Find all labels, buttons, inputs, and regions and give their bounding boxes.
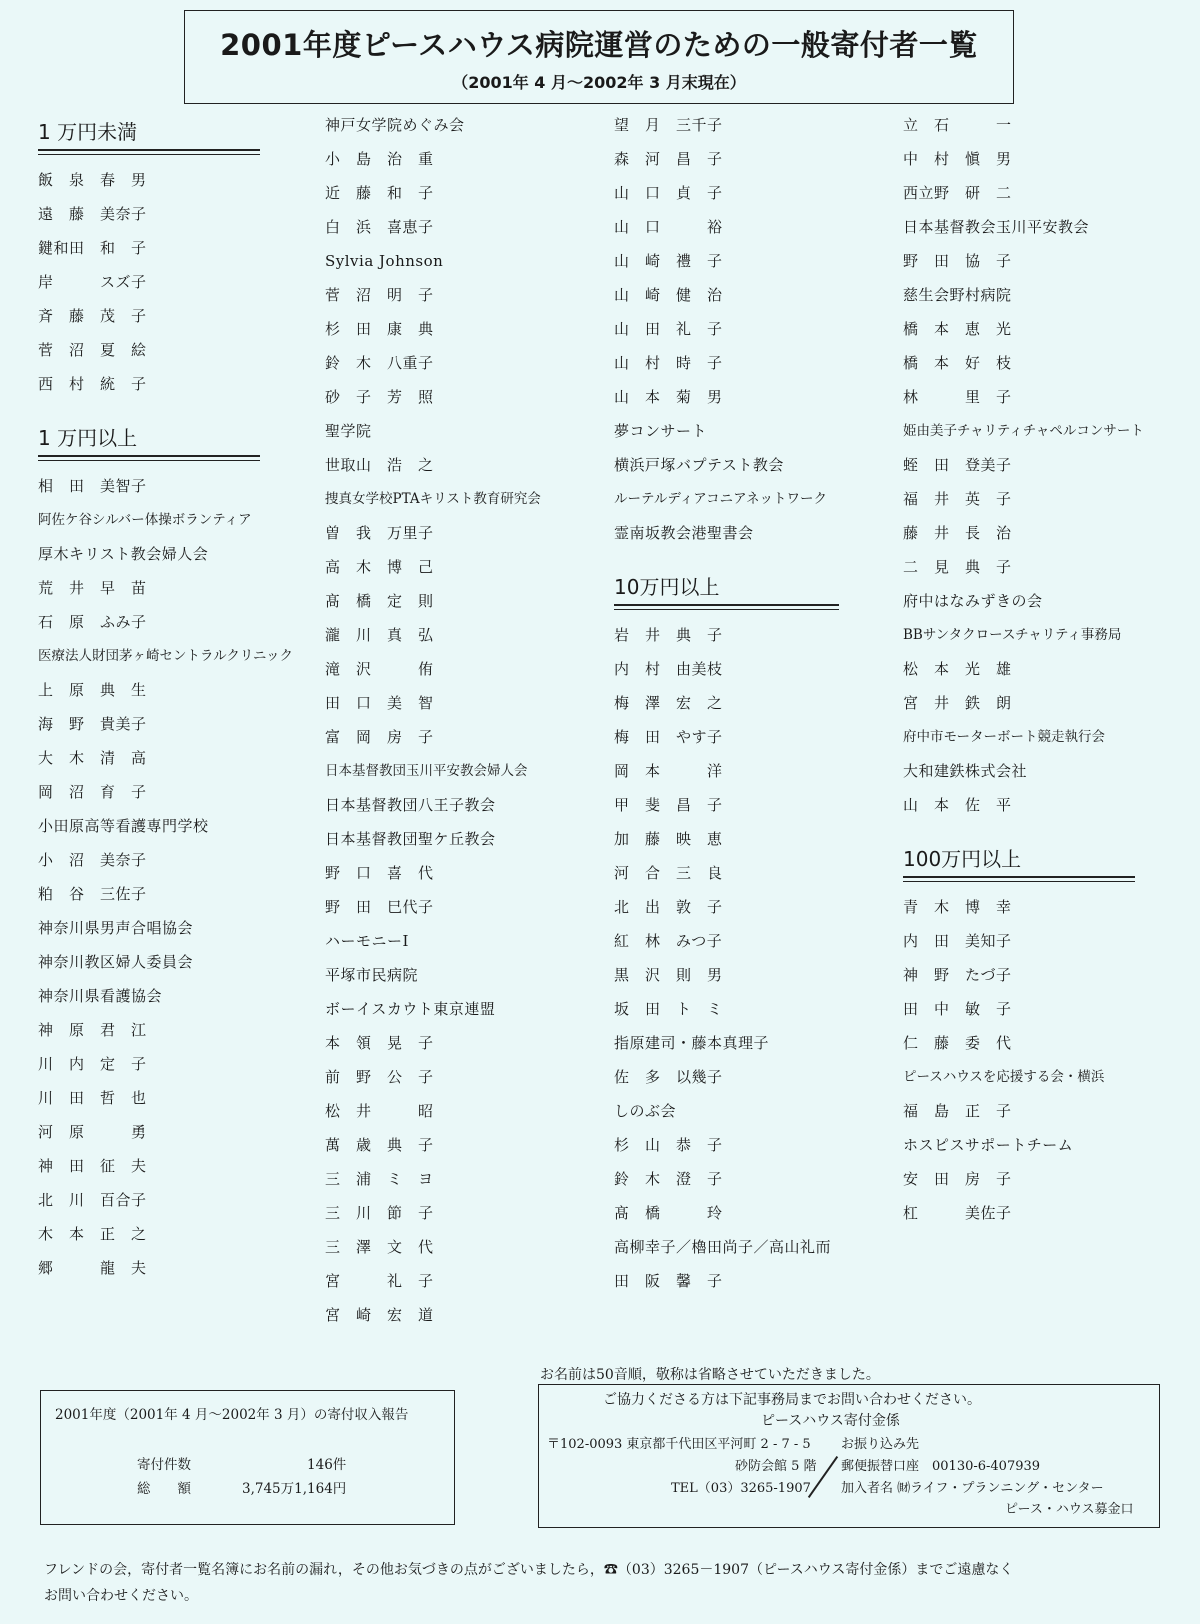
donor-entry: 橋 本 恵 光 [903,320,1012,338]
section-title: 100万円以上 [903,847,1022,871]
donor-entry: 河 合 三 良 [614,864,723,882]
donor-entry: 砂 子 芳 照 [325,388,434,406]
donor-entry: 鍵和田 和 子 [38,239,147,257]
donor-entry: 木 本 正 之 [38,1225,147,1243]
donor-entry: 阿佐ケ谷シルバー体操ボランティア [38,512,252,528]
donor-entry: 前 野 公 子 [325,1068,434,1086]
footer-note [44,1557,1164,1609]
donor-entry: 安 田 房 子 [903,1170,1012,1188]
donor-entry: 西 村 統 子 [38,375,147,393]
donor-entry: 岩 井 典 子 [614,626,723,644]
page-subtitle: （2001年 4 月～2002年 3 月末現在） [452,73,746,92]
contact-tel: TEL（03）3265-1907 [671,1481,811,1496]
donor-entry: 紅 林 みつ子 [614,932,723,950]
donor-entry: 山 崎 健 治 [614,286,723,304]
donor-entry: 髙 橋 定 則 [325,592,434,610]
donor-entry: 山 村 時 子 [614,354,723,372]
donor-entry: 姫由美子チャリティチャペルコンサート [903,423,1144,439]
donor-entry: 郷 龍 夫 [38,1259,147,1277]
section-gap [614,550,839,570]
donor-entry: 林 里 子 [903,388,1012,406]
donor-entry: 中 村 愼 男 [903,150,1012,168]
donor-entry: 荒 井 早 苗 [38,579,147,597]
donor-entry: 川 内 定 子 [38,1055,147,1073]
report-heading: 2001年度（2001年 4 月～2002年 3 月）の寄付収入報告 [55,1407,409,1423]
donor-entry: 北 出 敦 子 [614,898,723,916]
donor-entry: 石 原 ふみ子 [38,613,147,631]
donor-entry: 斉 藤 茂 子 [38,307,147,325]
donor-entry: 神 野 たづ子 [903,966,1012,984]
donor-entry: 瀧 川 真 弘 [325,626,434,644]
contact-department: ピースハウス寄付金係 [761,1413,900,1429]
donor-entry: 北 川 百合子 [38,1191,147,1209]
donor-entry: 曽 我 万里子 [325,524,434,542]
donor-entry: 粕 谷 三佐子 [38,885,147,903]
column-1 [38,115,294,1285]
donor-entry: 日本基督教団八王子教会 [325,796,496,814]
donor-entry: 慈生会野村病院 [903,286,1012,304]
donor-entry: 仁 藤 委 代 [903,1034,1012,1052]
donor-entry: 萬 歳 典 子 [325,1136,434,1154]
donor-entry: 三 川 節 子 [325,1204,434,1222]
donor-entry: 鈴 木 八重子 [325,354,434,372]
section-title: 1 万円以上 [38,426,138,450]
donor-entry: ピースハウスを応援する会・横浜 [903,1069,1105,1085]
donor-entry: 岡 沼 育 子 [38,783,147,801]
donor-entry: 海 野 貴美子 [38,715,147,733]
donor-entry: 日本基督教会玉川平安教会 [903,218,1090,236]
donor-entry: 近 藤 和 子 [325,184,434,202]
report-count-label: 寄付件数 [137,1457,191,1473]
donor-entry: 捜真女学校PTAキリスト教育研究会 [325,491,541,507]
contact-address: 〒102-0093 東京都千代田区平河町 2 - 7 - 5 [547,1437,811,1452]
donor-entry: 宮 崎 宏 道 [325,1306,434,1324]
donor-entry: 神 田 征 夫 [38,1157,147,1175]
donor-entry: 神奈川教区婦人委員会 [38,953,194,971]
column-2 [325,108,575,1332]
donor-entry: 遠 藤 美奈子 [38,205,147,223]
donor-entry: 福 島 正 子 [903,1102,1012,1120]
account-holder-sub: ピース・ハウス募金口 [1005,1502,1134,1517]
donor-entry: 白 浜 喜恵子 [325,218,434,236]
donor-entry: 田 阪 馨 子 [614,1272,723,1290]
donor-entry: 坂 田 ト ミ [614,1000,723,1018]
report-total-label: 総 額 [137,1481,191,1497]
donor-entry: 厚木キリスト教会婦人会 [38,545,209,563]
donor-entry: 滝 沢 侑 [325,660,434,678]
donor-entry: 本 領 晃 子 [325,1034,434,1052]
donor-entry: ハーモニーⅠ [325,932,409,950]
donor-entry: 宮 礼 子 [325,1272,434,1290]
donor-entry: 杉 山 恭 子 [614,1136,723,1154]
donor-entry: 内 田 美知子 [903,932,1012,950]
donor-entry: 日本基督教団玉川平安教会婦人会 [325,763,528,779]
postal-account: 郵便振替口座 00130-6-407939 [841,1459,1041,1474]
donor-entry: 山 崎 禮 子 [614,252,723,270]
section-rule [614,604,839,610]
donor-entry: 府中市モーターボート競走執行会 [903,729,1105,745]
donor-entry: 杉 田 康 典 [325,320,434,338]
report-total-row [137,1477,346,1497]
section-gap [38,401,260,421]
donor-entry: 夢コンサート [614,422,708,440]
donor-entry: 大和建鉄株式会社 [903,762,1028,780]
donor-entry: 福 井 英 子 [903,490,1012,508]
donor-entry: 神戸女学院めぐみ会 [325,116,465,134]
donor-entry: 髙 橋 玲 [614,1204,723,1222]
donor-entry: Sylvia Johnson [325,252,444,270]
section-rule [903,876,1135,882]
ordering-note: お名前は50音順，敬称は省略させていただきました。 [540,1367,880,1383]
donor-entry: 加 藤 映 恵 [614,830,723,848]
donor-entry: 日本基督教団聖ケ丘教会 [325,830,496,848]
donor-entry: 青 木 博 幸 [903,898,1012,916]
donor-entry: 小 島 治 重 [325,150,434,168]
donor-entry: 神奈川県男声合唱協会 [38,919,194,937]
donor-entry: 鈴 木 澄 子 [614,1170,723,1188]
donor-entry: 野 田 巳代子 [325,898,434,916]
donor-entry: 相 田 美智子 [38,477,147,495]
donor-entry: 岸 スズ子 [38,273,147,291]
report-count-value: 146件 [307,1457,347,1473]
footer-line-1: フレンドの会，寄付者一覧名簿にお名前の漏れ，その他お気づきの点がございましたら，☎（03）3265－1907（ピースハウス寄付金係）までご遠慮なく [44,1562,1014,1578]
donor-entry: 立 石 一 [903,116,1012,134]
donor-entry: 杠 美佐子 [903,1204,1012,1222]
column-3 [614,108,839,1298]
donor-entry: 山 口 裕 [614,218,723,236]
donor-entry: 山 口 貞 子 [614,184,723,202]
donor-entry: 神奈川県看護協会 [38,987,163,1005]
section-title: 10万円以上 [614,575,720,599]
donor-entry: 野 田 協 子 [903,252,1012,270]
donor-entry: 蛭 田 登美子 [903,456,1012,474]
donor-entry: 上 原 典 生 [38,681,147,699]
donor-entry: 松 本 光 雄 [903,660,1012,678]
donor-entry: 川 田 哲 也 [38,1089,147,1107]
donor-entry: 三 浦 ミ ヨ [325,1170,434,1188]
donor-entry: 宮 井 鉄 朗 [903,694,1012,712]
donor-entry: 梅 田 やす子 [614,728,723,746]
donor-entry: 府中はなみずきの会 [903,592,1043,610]
donor-entry: 霊南坂教会港聖書会 [614,524,754,542]
donor-entry: ルーテルディアコニアネットワーク [614,491,828,507]
donor-entry: 高柳幸子／櫓田尚子／高山礼而 [614,1238,832,1256]
donor-entry: 三 澤 文 代 [325,1238,434,1256]
donor-entry: しのぶ会 [614,1102,677,1120]
page-title: 2001年度ピースハウス病院運営のための一般寄付者一覧 [220,28,978,62]
donor-entry: 黒 沢 則 男 [614,966,723,984]
donor-entry: 横浜戸塚バプテスト教会 [614,456,784,474]
donor-entry: 田 中 敏 子 [903,1000,1012,1018]
donor-entry: ボーイスカウト東京連盟 [325,1000,496,1018]
donor-entry: 菅 沼 明 子 [325,286,434,304]
report-count-row [137,1453,346,1473]
donor-entry: 甲 斐 昌 子 [614,796,723,814]
section-title: 1 万円未満 [38,120,138,144]
donor-entry: 山 本 菊 男 [614,388,723,406]
contact-box [538,1384,1160,1528]
donor-entry: 佐 多 以幾子 [614,1068,723,1086]
donor-entry: 聖学院 [325,422,372,440]
donor-entry: 大 木 清 高 [38,749,147,767]
donor-entry: 松 井 昭 [325,1102,434,1120]
donor-entry: 二 見 典 子 [903,558,1012,576]
report-total-value: 3,745万1,164円 [242,1481,347,1497]
donor-entry: 田 口 美 智 [325,694,434,712]
donor-entry: 河 原 勇 [38,1123,147,1141]
donor-entry: 平塚市民病院 [325,966,419,984]
donor-entry: ホスピスサポートチーム [903,1136,1074,1154]
donor-entry: 指原建司・藤本真理子 [614,1034,770,1052]
donor-entry: 内 村 由美枝 [614,660,723,678]
section-rule [38,455,260,461]
donor-entry: 小田原高等看護専門学校 [38,817,209,835]
donor-entry: 世取山 浩 之 [325,456,434,474]
footer-line-2: お問い合わせください。 [44,1588,198,1604]
donor-entry: 梅 澤 宏 之 [614,694,723,712]
section-rule [38,149,260,155]
donor-entry: 富 岡 房 子 [325,728,434,746]
donor-entry: 岡 本 洋 [614,762,723,780]
section-gap [903,822,1135,842]
donor-entry: 高 木 博 己 [325,558,434,576]
donor-entry: 菅 沼 夏 絵 [38,341,147,359]
donor-entry: 医療法人財団茅ヶ崎セントラルクリニック [38,648,294,664]
transfer-label: お振り込み先 [841,1437,920,1452]
contact-intro: ご協力くださる方は下記事務局までお問い合わせください。 [603,1392,981,1408]
income-report-box [40,1390,455,1525]
donor-entry: 藤 井 長 治 [903,524,1012,542]
donor-entry: 橋 本 好 枝 [903,354,1012,372]
account-holder: 加入者名 ㈶ライフ・プランニング・センター [841,1481,1104,1496]
donor-entry: 望 月 三千子 [614,116,723,134]
column-4 [903,108,1144,1230]
donor-entry: 山 本 佐 平 [903,796,1012,814]
contact-building: 砂防会館 5 階 [735,1459,817,1474]
donor-entry: 神 原 君 江 [38,1021,147,1039]
donor-entry: 飯 泉 春 男 [38,171,147,189]
donor-entry: BBサンタクロースチャリティ事務局 [903,627,1122,643]
title-box [184,10,1014,104]
donor-entry: 野 口 喜 代 [325,864,434,882]
donor-entry: 西立野 研 二 [903,184,1012,202]
donor-entry: 森 河 昌 子 [614,150,723,168]
donor-entry: 山 田 礼 子 [614,320,723,338]
donor-entry: 小 沼 美奈子 [38,851,147,869]
